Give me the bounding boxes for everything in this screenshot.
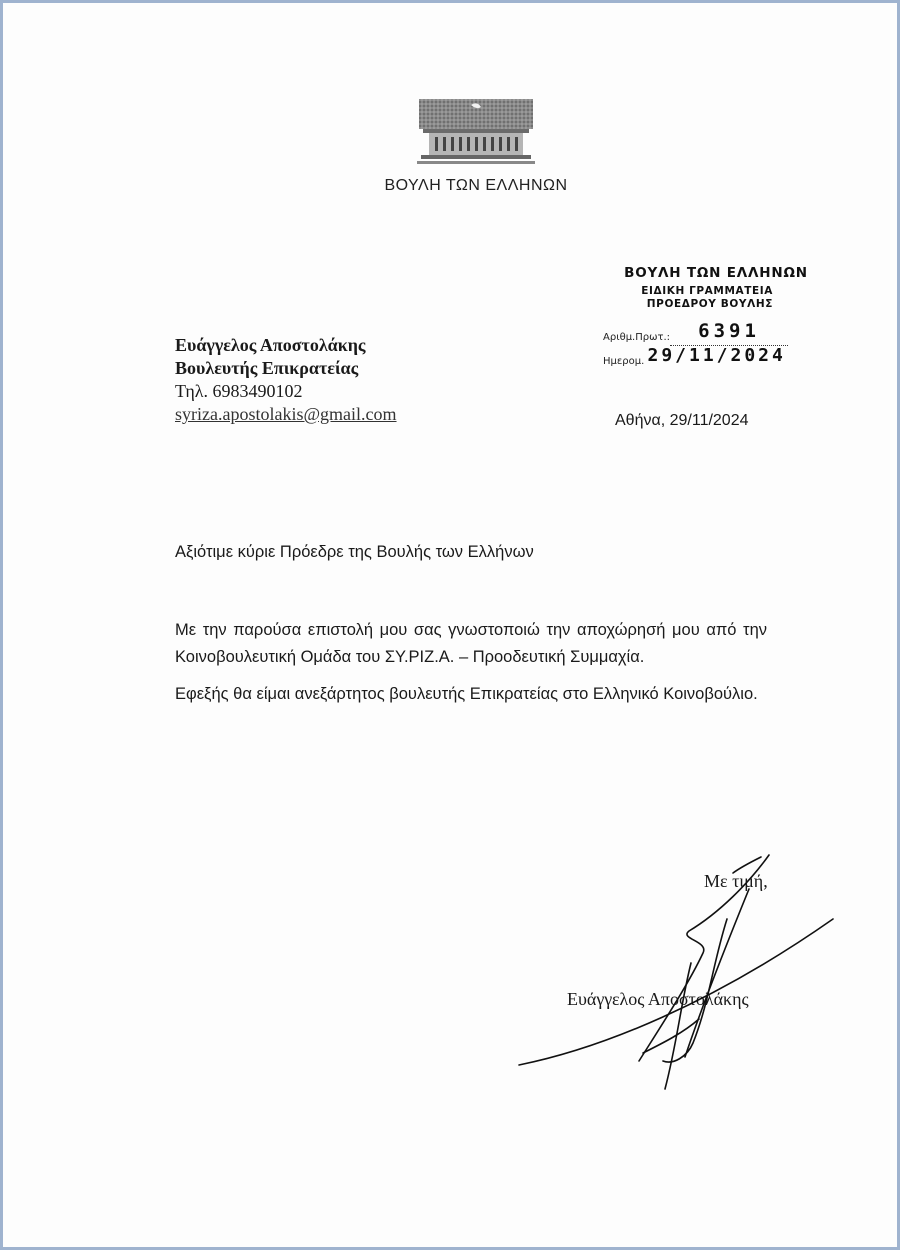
parliament-building-icon — [415, 97, 537, 169]
sender-block — [175, 334, 397, 426]
sender-email: syriza.apostolakis@gmail.com — [175, 404, 397, 424]
greeting: Αξιότιμε κύριε Πρόεδρε της Βουλής των Ελλήνων — [175, 543, 534, 561]
sender-name: Ευάγγελος Αποστολάκης — [175, 335, 366, 355]
protocol-number: 6391 — [698, 320, 760, 342]
handwritten-signature — [513, 843, 843, 1103]
stamp-date-row — [603, 345, 786, 369]
stamp-date-value: 29/11/2024 — [647, 345, 786, 366]
closing: Με τιμή, — [704, 871, 768, 891]
stamp-line-1: ΒΟΥΛΗ ΤΩΝ ΕΛΛΗΝΩΝ — [624, 265, 808, 281]
signer-name: Ευάγγελος Αποστολάκης — [567, 989, 749, 1009]
paragraph-2: Εφεξής θα είμαι ανεξάρτητος βουλευτής Επικρατείας στο Ελληνικό Κοινοβούλιο. — [175, 685, 758, 703]
stamp-date-label: Ημερομ. — [603, 356, 645, 367]
protocol-label: Αριθμ.Πρωτ.: — [603, 332, 671, 343]
stamp-line-2: ΕΙΔΙΚΗ ΓΡΑΜΜΑΤΕΙΑ — [641, 285, 773, 297]
place-date: Αθήνα, 29/11/2024 — [615, 412, 749, 429]
stamp-protocol-row — [603, 320, 788, 346]
sender-title: Βουλευτής Επικρατείας — [175, 358, 359, 378]
letter-body — [175, 617, 767, 718]
registry-stamp — [601, 265, 831, 311]
parliament-name: ΒΟΥΛΗ ΤΩΝ ΕΛΛΗΝΩΝ — [384, 177, 568, 194]
sender-phone: Τηλ. 6983490102 — [175, 381, 303, 401]
stamp-line-3: ΠΡΟΕΔΡΟΥ ΒΟΥΛΗΣ — [646, 298, 773, 310]
paragraph-1: Με την παρούσα επιστολή μου σας γνωστοποιώ την αποχώρησή μου από την Κοινοβουλευτική Ομάδα του ΣΥ.ΡΙΖ.Α. – Προοδευτική Συμμαχία. — [175, 621, 767, 666]
